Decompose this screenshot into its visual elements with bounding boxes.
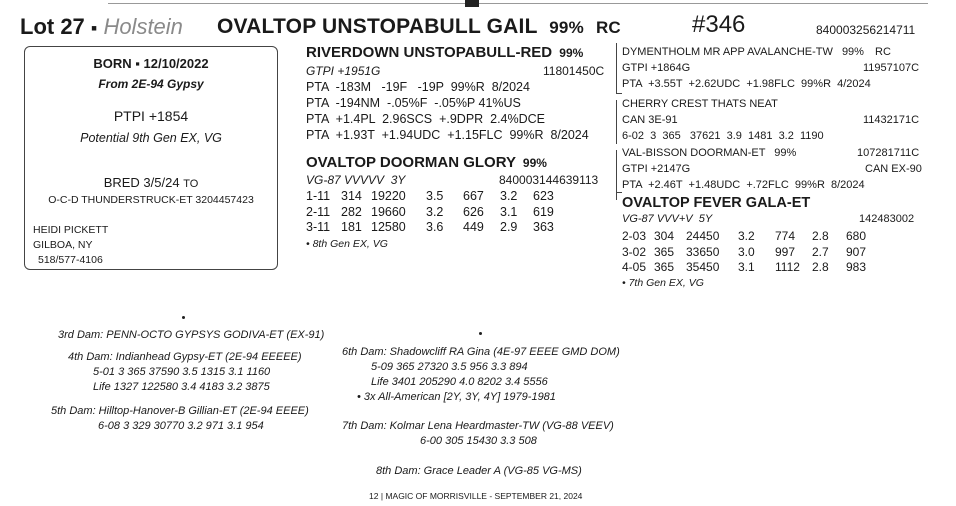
rec-milk: 19220: [371, 189, 406, 203]
sire-pta-2: PTA -194NM -.05%F -.05%P 41%US: [306, 96, 521, 110]
rec-fat-pct: 3.2: [738, 229, 755, 243]
dam-dam-record-row: [622, 229, 876, 245]
dam-percent: 99%: [522, 156, 547, 170]
owner-city: GILBOA, NY: [33, 239, 93, 251]
dam-sire-reg: 107281711C: [857, 147, 920, 159]
sire-dam-record: 6-02 3 365 37621 3.9 1481 3.2 1190: [622, 130, 824, 142]
rec-age: 2-03: [622, 229, 647, 243]
rec-fat: 997: [775, 244, 796, 259]
rec-pro-pct: 2.7: [812, 244, 829, 259]
dam-note: • 8th Gen EX, VG: [306, 238, 388, 250]
dam-dam-name: OVALTOP FEVER GALA-ET: [622, 195, 811, 211]
rec-days: 282: [341, 204, 362, 219]
top-rule: [108, 3, 928, 4]
sire-reg: 11801450C: [543, 64, 605, 78]
animal-number: #346: [692, 11, 746, 38]
dam-dam-note: • 7th Gen EX, VG: [622, 277, 704, 289]
rec-days: 365: [654, 260, 675, 274]
sire-sire-pta: PTA +3.55T +2.62UDC +1.98FLC 99%R 4/2024: [622, 78, 871, 90]
rec-pro: 623: [533, 189, 554, 203]
bred-date: [25, 175, 277, 190]
rec-pro: 907: [846, 244, 867, 259]
lot-title: [20, 13, 183, 42]
sire-sire-rc: RC: [875, 46, 891, 58]
dam-record-row: [306, 220, 563, 236]
bracket-sire-top-h: [616, 93, 622, 94]
dam-sire-gtpi: GTPI +2147G: [622, 163, 691, 175]
sire-name: [306, 44, 583, 62]
dam-dam-reg: 142483002: [859, 213, 915, 225]
sire-sire-name: [622, 45, 891, 59]
decorative-dot: [182, 316, 185, 319]
rec-milk: 35450: [686, 260, 720, 274]
animal-rc: RC: [595, 18, 621, 37]
footer: [369, 491, 582, 502]
sire-pta-1: PTA -183M -19F -19P 99%R 8/2024: [306, 80, 530, 94]
dam6-rec2: Life 3401 205290 4.0 8202 3.4 5556: [371, 376, 548, 388]
dam6-note: • 3x All-American [2Y, 3Y, 4Y] 1979-1981: [357, 391, 556, 403]
sire-gtpi: GTPI +1951G: [306, 64, 381, 78]
bred-sire: O-C-D THUNDERSTRUCK-ET 3204457423: [48, 194, 254, 206]
dam5-rec: 6-08 3 329 30770 3.2 971 3.1 954: [98, 420, 264, 432]
bred-label: BRED 3/5/24: [103, 175, 180, 190]
bracket-sire-top: [616, 43, 617, 93]
footer-text: MAGIC OF MORRISVILLE - SEPTEMBER 21, 2024: [385, 491, 583, 501]
rec-fat: 449: [463, 220, 484, 234]
sire-percent: 99%: [559, 46, 584, 60]
rec-fat-pct: 3.1: [738, 260, 755, 274]
footer-sep: |: [380, 491, 384, 501]
dam6-rec1: 5-09 365 27320 3.5 956 3.3 894: [371, 361, 528, 373]
rec-pro-pct: 3.1: [500, 204, 518, 219]
rec-pro: 680: [846, 229, 867, 243]
dam-dam-class: VG-87 VVV+V 5Y: [622, 213, 713, 225]
rec-fat-pct: 3.0: [738, 244, 755, 259]
owner-phone: 518/577-4106: [38, 254, 103, 266]
sire-dam-class: CAN 3E-91: [622, 114, 678, 126]
rec-pro-pct: 2.8: [812, 229, 829, 243]
info-box: [24, 46, 278, 270]
bracket-dam-top-h: [616, 192, 622, 193]
rec-days: 304: [654, 229, 675, 243]
rec-milk: 12580: [371, 220, 406, 234]
dam4-rec2: Life 1327 122580 3.4 4183 3.2 3875: [93, 381, 270, 393]
rec-fat: 667: [463, 189, 484, 203]
rec-fat-pct: 3.6: [426, 220, 444, 234]
sire-sire-name-text: DYMENTHOLM MR APP AVALANCHE-TW: [622, 46, 833, 58]
sire-pta-4: PTA +1.93T +1.94UDC +1.15FLC 99%R 8/2024: [306, 128, 589, 142]
bracket-sire-bottom: [616, 100, 617, 144]
dam-sire-class: CAN EX-90: [865, 163, 922, 175]
dam-record-row: [306, 189, 563, 205]
sire-sire-gtpi: GTPI +1864G: [622, 62, 691, 74]
dam-dam-records: [622, 229, 876, 276]
dam-dam-record-row: [622, 260, 876, 276]
rec-pro: 983: [846, 260, 867, 274]
sire-name-text: RIVERDOWN UNSTOPABULL-RED: [306, 44, 553, 61]
dam6: 6th Dam: Shadowcliff RA Gina (4E-97 EEEE GMD DOM): [342, 346, 620, 358]
dam3: 3rd Dam: PENN-OCTO GYPSYS GODIVA-ET (EX-91): [58, 329, 325, 341]
breed: Holstein: [103, 14, 183, 39]
dam-sire-name: [622, 146, 796, 160]
sire-sire-reg: 11957107C: [863, 62, 920, 74]
rec-pro: 363: [533, 220, 554, 234]
sire-sire-percent: 99%: [841, 46, 864, 58]
rec-days: 365: [654, 244, 675, 259]
sire-dam-reg: 11432171C: [863, 114, 920, 126]
rec-age: 3-02: [622, 244, 647, 259]
rec-age: 1-11: [306, 189, 331, 203]
rec-age: 3-11: [306, 220, 331, 234]
rec-pro-pct: 2.8: [812, 260, 829, 274]
rec-fat: 626: [463, 204, 484, 219]
rec-fat: 774: [775, 229, 796, 243]
rec-fat: 1112: [775, 260, 800, 274]
dam-sire-pta: PTA +2.46T +1.48UDC +.72FLC 99%R 8/2024: [622, 179, 865, 191]
dam-name: [306, 154, 547, 172]
rec-fat-pct: 3.5: [426, 189, 444, 203]
dam5: 5th Dam: Hilltop-Hanover-B Gillian-ET (2E-94 EEEE): [51, 405, 309, 417]
animal-percent: 99%: [549, 18, 584, 37]
dam-dam-record-row: [622, 245, 876, 261]
rec-milk: 33650: [686, 244, 720, 259]
dam-name-text: OVALTOP DOORMAN GLORY: [306, 154, 516, 171]
born-date: BORN ▪ 12/10/2022: [93, 56, 209, 71]
animal-name: [217, 13, 621, 42]
bred-to: TO: [183, 178, 199, 190]
lot-number: Lot 27: [20, 14, 85, 39]
dam4: 4th Dam: Indianhead Gypsy-ET (2E-94 EEEEE): [68, 351, 302, 363]
top-ornament: [465, 0, 479, 7]
rec-days: 181: [341, 220, 362, 234]
rec-age: 4-05: [622, 260, 647, 274]
dam-sire-name-text: VAL-BISSON DOORMAN-ET: [622, 147, 766, 159]
rec-days: 314: [341, 189, 362, 203]
ptpi: PTPI +1854: [113, 108, 189, 124]
born-from: From 2E-94 Gypsy: [98, 77, 204, 91]
rec-age: 2-11: [306, 204, 331, 219]
sire-dam-name: CHERRY CREST THATS NEAT: [622, 98, 778, 110]
dam-class: VG-87 VVVVV 3Y: [306, 173, 406, 187]
decorative-dot: [479, 332, 482, 335]
rec-pro-pct: 2.9: [500, 220, 518, 234]
animal-reg: 840003256214711: [816, 23, 916, 37]
dam-record-row: [306, 205, 563, 221]
dam-reg: 840003144639113: [499, 173, 599, 187]
rec-fat-pct: 3.2: [426, 204, 444, 219]
rec-pro: 619: [533, 204, 554, 219]
sire-pta-3: PTA +1.4PL 2.96SCS +.9DPR 2.4%DCE: [306, 112, 546, 126]
lot-bullet: ▪: [90, 18, 98, 38]
rec-milk: 19660: [371, 204, 406, 219]
dam7: 7th Dam: Kolmar Lena Heardmaster-TW (VG-88 VEEV): [342, 420, 614, 432]
dam7-rec: 6-00 305 15430 3.3 508: [420, 435, 537, 447]
owner-name: HEIDI PICKETT: [33, 224, 109, 236]
animal-name-text: OVALTOP UNSTOPABULL GAIL: [217, 15, 538, 38]
page-number: 12: [369, 491, 379, 501]
dam8: 8th Dam: Grace Leader A (VG-85 VG-MS): [376, 465, 582, 477]
dam-sire-percent: 99%: [774, 147, 797, 159]
potential: Potential 9th Gen EX, VG: [80, 131, 222, 145]
dam4-rec1: 5-01 3 365 37590 3.5 1315 3.1 1160: [93, 366, 271, 378]
rec-pro-pct: 3.2: [500, 189, 518, 203]
rec-milk: 24450: [686, 229, 720, 243]
dam-records: [306, 189, 563, 236]
